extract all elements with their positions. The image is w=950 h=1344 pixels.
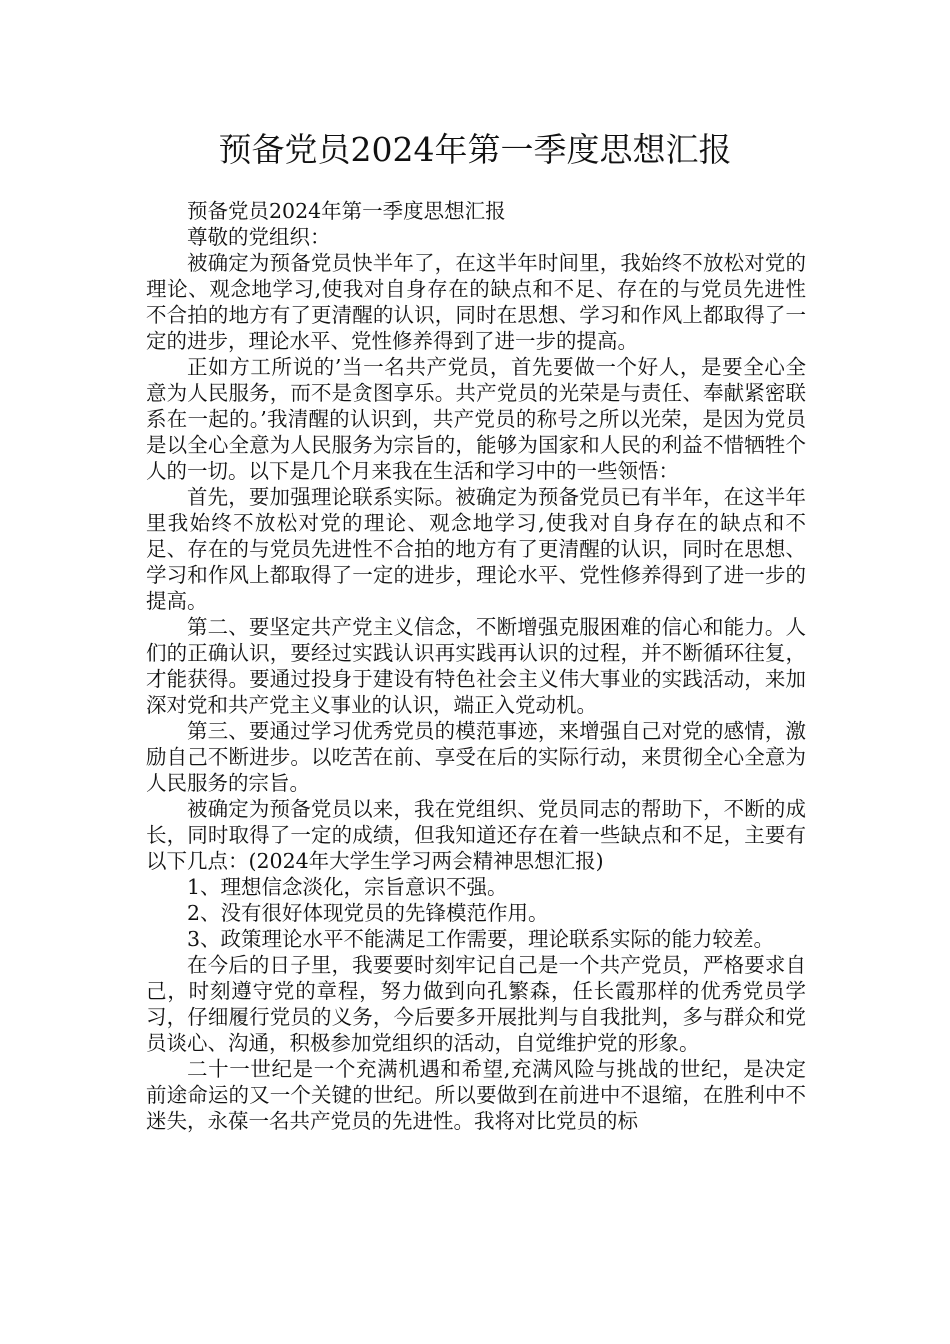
paragraph-3: 首先，要加强理论联系实际。被确定为预备党员已有半年，在这半年里我始终不放松对党的理论、观念地学习,使我对自身存在的缺点和不足、存在的与党员先进性不合拍的地方有了更清醒的认识，同时在思想、学习和作风上都取得了一定的进步，理论水平、党性修养得到了进一步的提高。 <box>146 485 806 613</box>
document-subtitle: 预备党员2024年第一季度思想汇报 <box>187 199 506 223</box>
list-item-3: 3、政策理论水平不能满足工作需要，理论联系实际的能力较差。 <box>187 927 775 951</box>
document-title: 预备党员2024年第一季度思想汇报 <box>218 130 732 169</box>
paragraph-2: 正如方工所说的’当一名共产党员，首先要做一个好人，是要全心全意为人民服务，而不是贪图享乐。共产党员的光荣是与责任、奉献紧密联系在一起的。’我清醒的认识到，共产党员的称号之所以光荣，是因为党员是以全心全意为人民服务为宗旨的，能够为国家和人民的利益不惜牺牲个人的一切。以下是几个月来我在生活和学习中的一些领悟： <box>146 355 806 483</box>
paragraph-7: 在今后的日子里，我要要时刻牢记自己是一个共产党员，严格要求自己，时刻遵守党的章程，努力做到向孔繁森，任长霞那样的优秀党员学习，仔细履行党员的义务，今后要多开展批判与自我批判，多与群众和党员谈心、沟通，积极参加党组织的活动，自觉维护党的形象。 <box>146 953 806 1055</box>
list-item-2: 2、没有很好体现党员的先锋模范作用。 <box>187 901 549 925</box>
salutation: 尊敬的党组织： <box>187 225 331 249</box>
document-body <box>146 198 806 1134</box>
paragraph-1: 被确定为预备党员快半年了，在这半年时间里，我始终不放松对党的理论、观念地学习,使我对自身存在的缺点和不足、存在的与党员先进性不合拍的地方有了更清醒的认识，同时在思想、学习和作风上都取得了一定的进步，理论水平、党性修养得到了进一步的提高。 <box>146 251 806 353</box>
paragraph-5: 第三、要通过学习优秀党员的模范事迹，来增强自己对党的感情，激励自己不断进步。以吃苦在前、享受在后的实际行动，来贯彻全心全意为人民服务的宗旨。 <box>146 719 806 795</box>
paragraph-4: 第二、要坚定共产党主义信念，不断增强克服困难的信心和能力。人们的正确认识，要经过实践认识再实践再认识的过程，并不断循环往复，才能获得。要通过投身于建设有特色社会主义伟大事业的实践活动，来加深对党和共产党主义事业的认识，端正入党动机。 <box>146 615 806 717</box>
paragraph-8: 二十一世纪是一个充满机遇和希望,充满风险与挑战的世纪，是决定前途命运的又一个关键的世纪。所以要做到在前进中不退缩，在胜利中不迷失，永葆一名共产党员的先进性。我将对比党员的标 <box>146 1057 806 1133</box>
paragraph-6: 被确定为预备党员以来，我在党组织、党员同志的帮助下，不断的成长，同时取得了一定的成绩，但我知道还存在着一些缺点和不足，主要有以下几点：(2024年大学生学习两会精神思想汇报) <box>146 797 806 873</box>
list-item-1: 1、理想信念淡化，宗旨意识不强。 <box>187 875 508 899</box>
